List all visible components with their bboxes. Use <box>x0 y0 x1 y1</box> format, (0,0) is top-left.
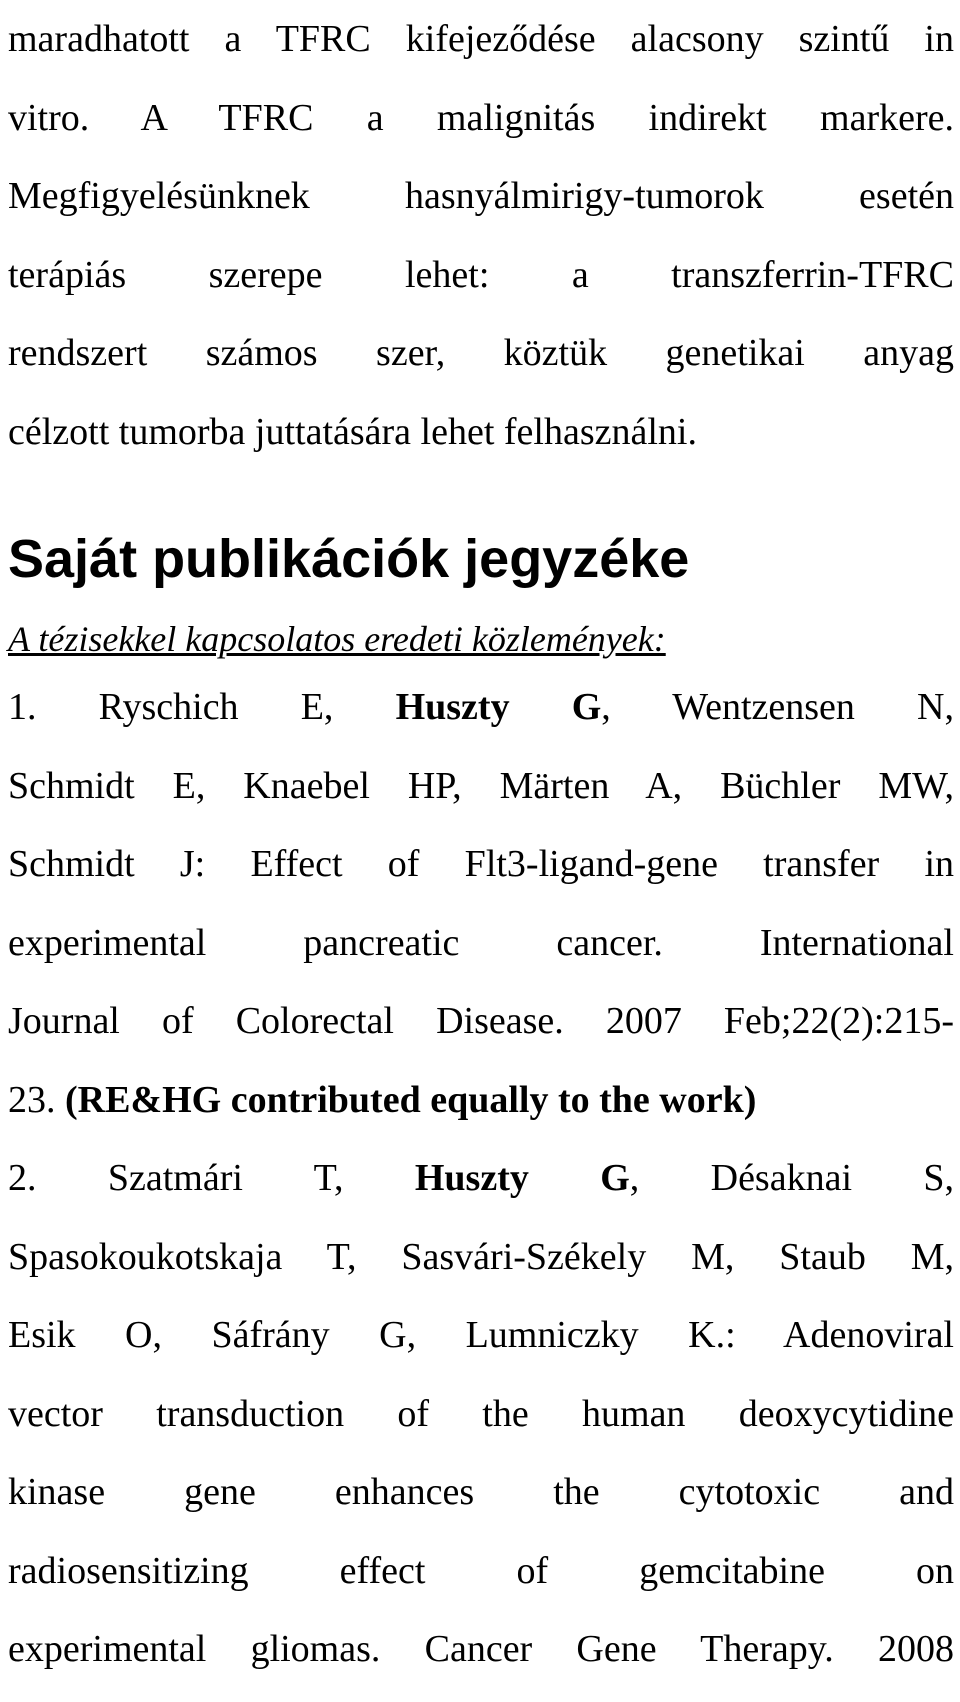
reference-number: 1. <box>8 686 37 729</box>
highlighted-author: Huszty G <box>414 1157 630 1200</box>
section-heading: Saját publikációk jegyzéke <box>8 529 690 589</box>
document-page <box>8 0 954 1689</box>
intro-line: vitro. A TFRC a malignitás indirekt markere. <box>8 96 954 139</box>
reference-line: experimental gliomas. Cancer Gene Therapy. 2008 <box>8 1628 954 1671</box>
reference-item <box>8 1139 954 1689</box>
intro-line: terápiás szerepe lehet: a transzferrin-TFRC <box>8 253 954 296</box>
reference-pages: 23. <box>8 1078 65 1121</box>
reference-authors: , Wentzensen N, <box>601 686 954 729</box>
reference-authors: Ryschich E, <box>36 686 396 729</box>
reference-number: 2. <box>8 1157 37 1200</box>
reference-line <box>8 1139 954 1218</box>
reference-line <box>8 668 954 747</box>
reference-line: Spasokoukotskaja T, Sasvári-Székely M, Staub M, <box>8 1235 954 1278</box>
intro-line: rendszert számos szer, köztük genetikai anyag <box>8 332 954 374</box>
reference-line: Schmidt J: Effect of Flt3-ligand-gene transfer in <box>8 843 954 886</box>
reference-line: kinase gene enhances the cytotoxic and <box>8 1471 954 1514</box>
reference-authors: Szatmári T, <box>36 1157 415 1200</box>
intro-line: Megfigyelésünknek hasnyálmirigy-tumorok esetén <box>8 175 954 217</box>
intro-line: maradhatott a TFRC kifejeződése alacsony szintű in <box>8 18 954 60</box>
reference-line: Schmidt E, Knaebel HP, Märten A, Büchler MW, <box>8 764 954 807</box>
reference-line: Journal of Colorectal Disease. 2007 Feb;22(2):215- <box>8 1000 954 1043</box>
reference-line: vector transduction of the human deoxycytidine <box>8 1392 954 1435</box>
reference-list <box>8 668 954 1689</box>
reference-line <box>8 1061 954 1140</box>
reference-line: Esik O, Sáfrány G, Lumniczky K.: Adenoviral <box>8 1314 954 1357</box>
reference-line: radiosensitizing effect of gemcitabine on <box>8 1549 954 1592</box>
contribution-note: (RE&HG contributed equally to the work) <box>65 1078 757 1121</box>
intro-paragraph <box>8 0 954 471</box>
reference-item <box>8 668 954 1139</box>
reference-line: experimental pancreatic cancer. International <box>8 921 954 964</box>
highlighted-author: Huszty G <box>395 686 602 729</box>
intro-line: célzott tumorba juttatására lehet felhasználni. <box>8 410 697 453</box>
section-subheading: A tézisekkel kapcsolatos eredeti közlemények: <box>8 618 666 659</box>
reference-authors: , Désaknai S, <box>629 1157 954 1200</box>
